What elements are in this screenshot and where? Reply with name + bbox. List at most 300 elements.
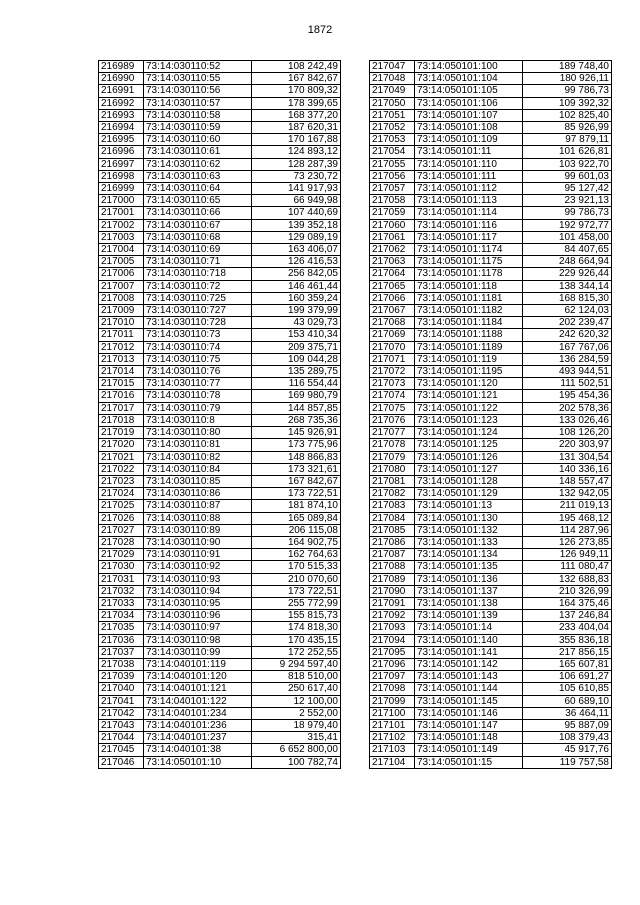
row-number-cell: 217018 bbox=[99, 414, 144, 426]
row-number-cell: 217005 bbox=[99, 256, 144, 268]
cadastral-number-cell: 73:14:030110:8 bbox=[144, 414, 252, 426]
row-number-cell: 217091 bbox=[370, 597, 415, 609]
table-row bbox=[99, 756, 341, 768]
cadastral-number-cell: 73:14:050101:14 bbox=[415, 622, 523, 634]
value-cell: 60 689,10 bbox=[523, 695, 612, 707]
cadastral-number-cell: 73:14:050101:136 bbox=[415, 573, 523, 585]
row-number-cell: 217040 bbox=[99, 683, 144, 695]
table-row bbox=[370, 695, 612, 707]
cadastral-number-cell: 73:14:040101:236 bbox=[144, 719, 252, 731]
row-number-cell: 217046 bbox=[99, 756, 144, 768]
row-number-cell: 216998 bbox=[99, 170, 144, 182]
cadastral-number-cell: 73:14:030110:65 bbox=[144, 195, 252, 207]
table-row bbox=[99, 341, 341, 353]
row-number-cell: 217013 bbox=[99, 353, 144, 365]
table-row bbox=[99, 305, 341, 317]
table-row bbox=[99, 134, 341, 146]
table-row bbox=[99, 549, 341, 561]
row-number-cell: 217104 bbox=[370, 756, 415, 768]
value-cell: 242 620,32 bbox=[523, 329, 612, 341]
table-row bbox=[370, 524, 612, 536]
row-number-cell: 217083 bbox=[370, 500, 415, 512]
value-cell: 250 617,40 bbox=[252, 683, 341, 695]
cadastral-number-cell: 73:14:050101:149 bbox=[415, 744, 523, 756]
cadastral-number-cell: 73:14:050101:117 bbox=[415, 231, 523, 243]
table-row bbox=[370, 475, 612, 487]
cadastral-number-cell: 73:14:030110:728 bbox=[144, 317, 252, 329]
value-cell: 119 757,58 bbox=[523, 756, 612, 768]
row-number-cell: 217094 bbox=[370, 634, 415, 646]
cadastral-number-cell: 73:14:030110:68 bbox=[144, 231, 252, 243]
cadastral-number-cell: 73:14:050101:132 bbox=[415, 524, 523, 536]
table-row bbox=[370, 683, 612, 695]
row-number-cell: 217017 bbox=[99, 402, 144, 414]
table-row bbox=[370, 658, 612, 670]
cadastral-number-cell: 73:14:050101:147 bbox=[415, 719, 523, 731]
cadastral-number-cell: 73:14:030110:725 bbox=[144, 292, 252, 304]
row-number-cell: 217087 bbox=[370, 549, 415, 561]
cadastral-number-cell: 73:14:050101:135 bbox=[415, 561, 523, 573]
value-cell: 167 767,06 bbox=[523, 341, 612, 353]
row-number-cell: 217085 bbox=[370, 524, 415, 536]
right-table bbox=[369, 60, 612, 769]
row-number-cell: 216990 bbox=[99, 73, 144, 85]
row-number-cell: 217069 bbox=[370, 329, 415, 341]
row-number-cell: 216996 bbox=[99, 146, 144, 158]
cadastral-number-cell: 73:14:030110:62 bbox=[144, 158, 252, 170]
table-row bbox=[370, 109, 612, 121]
value-cell: 167 842,67 bbox=[252, 475, 341, 487]
cadastral-number-cell: 73:14:040101:237 bbox=[144, 732, 252, 744]
row-number-cell: 217088 bbox=[370, 561, 415, 573]
table-row bbox=[370, 427, 612, 439]
table-row bbox=[370, 439, 612, 451]
cadastral-number-cell: 73:14:050101:141 bbox=[415, 646, 523, 658]
cadastral-number-cell: 73:14:030110:73 bbox=[144, 329, 252, 341]
value-cell: 105 610,85 bbox=[523, 683, 612, 695]
row-number-cell: 216993 bbox=[99, 109, 144, 121]
table-row bbox=[99, 671, 341, 683]
table-row bbox=[370, 610, 612, 622]
row-number-cell: 217078 bbox=[370, 439, 415, 451]
row-number-cell: 217068 bbox=[370, 317, 415, 329]
value-cell: 144 857,85 bbox=[252, 402, 341, 414]
cadastral-number-cell: 73:14:030110:92 bbox=[144, 561, 252, 573]
value-cell: 192 972,77 bbox=[523, 219, 612, 231]
row-number-cell: 217044 bbox=[99, 732, 144, 744]
value-cell: 99 786,73 bbox=[523, 85, 612, 97]
table-row bbox=[370, 732, 612, 744]
row-number-cell: 217023 bbox=[99, 475, 144, 487]
value-cell: 73 230,72 bbox=[252, 170, 341, 182]
row-number-cell: 217074 bbox=[370, 390, 415, 402]
row-number-cell: 217052 bbox=[370, 122, 415, 134]
table-row bbox=[370, 219, 612, 231]
row-number-cell: 217021 bbox=[99, 451, 144, 463]
row-number-cell: 216995 bbox=[99, 134, 144, 146]
value-cell: 155 815,73 bbox=[252, 610, 341, 622]
table-row bbox=[99, 488, 341, 500]
value-cell: 180 926,11 bbox=[523, 73, 612, 85]
table-row bbox=[370, 366, 612, 378]
table-row bbox=[370, 317, 612, 329]
table-row bbox=[99, 183, 341, 195]
value-cell: 211 019,13 bbox=[523, 500, 612, 512]
cadastral-number-cell: 73:14:030110:67 bbox=[144, 219, 252, 231]
table-row bbox=[99, 122, 341, 134]
cadastral-number-cell: 73:14:050101:123 bbox=[415, 414, 523, 426]
table-row bbox=[370, 183, 612, 195]
table-row bbox=[99, 536, 341, 548]
value-cell: 84 407,65 bbox=[523, 244, 612, 256]
row-number-cell: 217065 bbox=[370, 280, 415, 292]
row-number-cell: 217092 bbox=[370, 610, 415, 622]
cadastral-number-cell: 73:14:050101:1189 bbox=[415, 341, 523, 353]
cadastral-number-cell: 73:14:050101:1174 bbox=[415, 244, 523, 256]
table-row bbox=[370, 463, 612, 475]
cadastral-number-cell: 73:14:030110:89 bbox=[144, 524, 252, 536]
value-cell: 128 287,39 bbox=[252, 158, 341, 170]
row-number-cell: 217024 bbox=[99, 488, 144, 500]
table-row bbox=[99, 85, 341, 97]
value-cell: 126 416,53 bbox=[252, 256, 341, 268]
value-cell: 168 815,30 bbox=[523, 292, 612, 304]
table-row bbox=[99, 378, 341, 390]
value-cell: 131 304,54 bbox=[523, 451, 612, 463]
cadastral-number-cell: 73:14:030110:98 bbox=[144, 634, 252, 646]
row-number-cell: 217047 bbox=[370, 61, 415, 73]
table-row bbox=[99, 463, 341, 475]
row-number-cell: 217100 bbox=[370, 707, 415, 719]
row-number-cell: 217053 bbox=[370, 134, 415, 146]
cadastral-number-cell: 73:14:030110:90 bbox=[144, 536, 252, 548]
row-number-cell: 217033 bbox=[99, 597, 144, 609]
row-number-cell: 217036 bbox=[99, 634, 144, 646]
row-number-cell: 217019 bbox=[99, 427, 144, 439]
value-cell: 114 287,96 bbox=[523, 524, 612, 536]
table-row bbox=[99, 268, 341, 280]
row-number-cell: 217096 bbox=[370, 658, 415, 670]
table-row bbox=[99, 597, 341, 609]
row-number-cell: 217022 bbox=[99, 463, 144, 475]
table-row bbox=[370, 158, 612, 170]
cadastral-number-cell: 73:14:030110:55 bbox=[144, 73, 252, 85]
value-cell: 355 836,18 bbox=[523, 634, 612, 646]
cadastral-number-cell: 73:14:050101:1188 bbox=[415, 329, 523, 341]
table-row bbox=[370, 353, 612, 365]
cadastral-number-cell: 73:14:050101:121 bbox=[415, 390, 523, 402]
row-number-cell: 217025 bbox=[99, 500, 144, 512]
row-number-cell: 217008 bbox=[99, 292, 144, 304]
value-cell: 135 289,75 bbox=[252, 366, 341, 378]
row-number-cell: 217070 bbox=[370, 341, 415, 353]
cadastral-number-cell: 73:14:030110:95 bbox=[144, 597, 252, 609]
value-cell: 36 464,11 bbox=[523, 707, 612, 719]
cadastral-number-cell: 73:14:050101:127 bbox=[415, 463, 523, 475]
value-cell: 220 303,97 bbox=[523, 439, 612, 451]
row-number-cell: 217077 bbox=[370, 427, 415, 439]
value-cell: 173 722,51 bbox=[252, 488, 341, 500]
cadastral-number-cell: 73:14:030110:60 bbox=[144, 134, 252, 146]
value-cell: 165 607,81 bbox=[523, 658, 612, 670]
value-cell: 133 026,46 bbox=[523, 414, 612, 426]
cadastral-number-cell: 73:14:030110:718 bbox=[144, 268, 252, 280]
value-cell: 268 735,36 bbox=[252, 414, 341, 426]
row-number-cell: 217093 bbox=[370, 622, 415, 634]
table-row bbox=[99, 402, 341, 414]
table-row bbox=[370, 707, 612, 719]
value-cell: 217 856,15 bbox=[523, 646, 612, 658]
cadastral-number-cell: 73:14:050101:15 bbox=[415, 756, 523, 768]
table-row bbox=[99, 427, 341, 439]
value-cell: 195 454,36 bbox=[523, 390, 612, 402]
value-cell: 6 652 800,00 bbox=[252, 744, 341, 756]
row-number-cell: 216999 bbox=[99, 183, 144, 195]
row-number-cell: 217048 bbox=[370, 73, 415, 85]
value-cell: 248 664,94 bbox=[523, 256, 612, 268]
value-cell: 43 029,73 bbox=[252, 317, 341, 329]
row-number-cell: 217001 bbox=[99, 207, 144, 219]
table-row bbox=[99, 170, 341, 182]
table-row bbox=[99, 707, 341, 719]
table-row bbox=[370, 573, 612, 585]
value-cell: 169 980,79 bbox=[252, 390, 341, 402]
row-number-cell: 217067 bbox=[370, 305, 415, 317]
table-row bbox=[370, 549, 612, 561]
row-number-cell: 217016 bbox=[99, 390, 144, 402]
value-cell: 153 410,34 bbox=[252, 329, 341, 341]
row-number-cell: 217057 bbox=[370, 183, 415, 195]
cadastral-number-cell: 73:14:040101:38 bbox=[144, 744, 252, 756]
cadastral-number-cell: 73:14:050101:11 bbox=[415, 146, 523, 158]
table-row bbox=[370, 134, 612, 146]
value-cell: 168 377,20 bbox=[252, 109, 341, 121]
value-cell: 170 435,15 bbox=[252, 634, 341, 646]
cadastral-number-cell: 73:14:050101:140 bbox=[415, 634, 523, 646]
row-number-cell: 217029 bbox=[99, 549, 144, 561]
value-cell: 99 601,03 bbox=[523, 170, 612, 182]
value-cell: 108 126,20 bbox=[523, 427, 612, 439]
cadastral-number-cell: 73:14:050101:112 bbox=[415, 183, 523, 195]
row-number-cell: 217041 bbox=[99, 695, 144, 707]
table-row bbox=[370, 378, 612, 390]
table-row bbox=[99, 634, 341, 646]
value-cell: 148 557,47 bbox=[523, 475, 612, 487]
row-number-cell: 217080 bbox=[370, 463, 415, 475]
row-number-cell: 217009 bbox=[99, 305, 144, 317]
value-cell: 170 515,33 bbox=[252, 561, 341, 573]
value-cell: 233 404,04 bbox=[523, 622, 612, 634]
cadastral-number-cell: 73:14:050101:126 bbox=[415, 451, 523, 463]
cadastral-number-cell: 73:14:050101:1195 bbox=[415, 366, 523, 378]
table-row bbox=[370, 73, 612, 85]
table-row bbox=[99, 195, 341, 207]
row-number-cell: 217103 bbox=[370, 744, 415, 756]
row-number-cell: 217028 bbox=[99, 536, 144, 548]
cadastral-number-cell: 73:14:050101:143 bbox=[415, 671, 523, 683]
row-number-cell: 217095 bbox=[370, 646, 415, 658]
cadastral-number-cell: 73:14:050101:145 bbox=[415, 695, 523, 707]
row-number-cell: 217066 bbox=[370, 292, 415, 304]
cadastral-number-cell: 73:14:030110:59 bbox=[144, 122, 252, 134]
value-cell: 174 818,30 bbox=[252, 622, 341, 634]
value-cell: 66 949,98 bbox=[252, 195, 341, 207]
cadastral-number-cell: 73:14:040101:122 bbox=[144, 695, 252, 707]
value-cell: 493 944,51 bbox=[523, 366, 612, 378]
value-cell: 202 578,36 bbox=[523, 402, 612, 414]
value-cell: 195 468,12 bbox=[523, 512, 612, 524]
table-row bbox=[99, 390, 341, 402]
row-number-cell: 217062 bbox=[370, 244, 415, 256]
table-row bbox=[370, 341, 612, 353]
cadastral-number-cell: 73:14:050101:144 bbox=[415, 683, 523, 695]
table-row bbox=[370, 536, 612, 548]
row-number-cell: 217006 bbox=[99, 268, 144, 280]
cadastral-number-cell: 73:14:050101:118 bbox=[415, 280, 523, 292]
row-number-cell: 217056 bbox=[370, 170, 415, 182]
page-number: 1872 bbox=[307, 24, 333, 36]
value-cell: 199 379,99 bbox=[252, 305, 341, 317]
cadastral-number-cell: 73:14:030110:96 bbox=[144, 610, 252, 622]
table-row bbox=[99, 500, 341, 512]
cadastral-number-cell: 73:14:030110:94 bbox=[144, 585, 252, 597]
table-row bbox=[99, 475, 341, 487]
table-row bbox=[370, 646, 612, 658]
cadastral-number-cell: 73:14:050101:129 bbox=[415, 488, 523, 500]
row-number-cell: 217081 bbox=[370, 475, 415, 487]
cadastral-number-cell: 73:14:050101:134 bbox=[415, 549, 523, 561]
row-number-cell: 217000 bbox=[99, 195, 144, 207]
table-row bbox=[370, 207, 612, 219]
table-row bbox=[99, 414, 341, 426]
cadastral-number-cell: 73:14:050101:13 bbox=[415, 500, 523, 512]
row-number-cell: 217004 bbox=[99, 244, 144, 256]
cadastral-number-cell: 73:14:030110:79 bbox=[144, 402, 252, 414]
value-cell: 229 926,44 bbox=[523, 268, 612, 280]
table-row bbox=[370, 585, 612, 597]
cadastral-number-cell: 73:14:050101:107 bbox=[415, 109, 523, 121]
table-row bbox=[99, 317, 341, 329]
cadastral-number-cell: 73:14:030110:86 bbox=[144, 488, 252, 500]
cadastral-number-cell: 73:14:030110:75 bbox=[144, 353, 252, 365]
value-cell: 187 620,31 bbox=[252, 122, 341, 134]
cadastral-number-cell: 73:14:050101:114 bbox=[415, 207, 523, 219]
table-row bbox=[99, 732, 341, 744]
value-cell: 124 893,12 bbox=[252, 146, 341, 158]
table-row bbox=[99, 524, 341, 536]
cadastral-number-cell: 73:14:040101:121 bbox=[144, 683, 252, 695]
table-row bbox=[370, 634, 612, 646]
cadastral-number-cell: 73:14:050101:106 bbox=[415, 97, 523, 109]
value-cell: 209 375,71 bbox=[252, 341, 341, 353]
cadastral-number-cell: 73:14:050101:1175 bbox=[415, 256, 523, 268]
value-cell: 107 440,69 bbox=[252, 207, 341, 219]
cadastral-number-cell: 73:14:030110:72 bbox=[144, 280, 252, 292]
value-cell: 206 115,08 bbox=[252, 524, 341, 536]
row-number-cell: 217084 bbox=[370, 512, 415, 524]
row-number-cell: 217032 bbox=[99, 585, 144, 597]
cadastral-number-cell: 73:14:050101:124 bbox=[415, 427, 523, 439]
table-row bbox=[99, 207, 341, 219]
row-number-cell: 217011 bbox=[99, 329, 144, 341]
table-row bbox=[99, 219, 341, 231]
row-number-cell: 217058 bbox=[370, 195, 415, 207]
cadastral-number-cell: 73:14:050101:105 bbox=[415, 85, 523, 97]
cadastral-number-cell: 73:14:030110:69 bbox=[144, 244, 252, 256]
cadastral-number-cell: 73:14:030110:84 bbox=[144, 463, 252, 475]
table-row bbox=[370, 597, 612, 609]
row-number-cell: 217050 bbox=[370, 97, 415, 109]
row-number-cell: 217090 bbox=[370, 585, 415, 597]
value-cell: 129 089,19 bbox=[252, 231, 341, 243]
cadastral-number-cell: 73:14:030110:64 bbox=[144, 183, 252, 195]
row-number-cell: 217007 bbox=[99, 280, 144, 292]
cadastral-number-cell: 73:14:050101:133 bbox=[415, 536, 523, 548]
table-row bbox=[370, 170, 612, 182]
cadastral-number-cell: 73:14:050101:1182 bbox=[415, 305, 523, 317]
value-cell: 163 406,07 bbox=[252, 244, 341, 256]
table-row bbox=[99, 744, 341, 756]
row-number-cell: 216997 bbox=[99, 158, 144, 170]
row-number-cell: 216994 bbox=[99, 122, 144, 134]
value-cell: 101 458,00 bbox=[523, 231, 612, 243]
table-row bbox=[99, 256, 341, 268]
cadastral-number-cell: 73:14:030110:81 bbox=[144, 439, 252, 451]
value-cell: 164 375,46 bbox=[523, 597, 612, 609]
table-row bbox=[99, 97, 341, 109]
value-cell: 95 887,09 bbox=[523, 719, 612, 731]
value-cell: 102 825,40 bbox=[523, 109, 612, 121]
table-row bbox=[370, 671, 612, 683]
value-cell: 145 926,91 bbox=[252, 427, 341, 439]
row-number-cell: 217086 bbox=[370, 536, 415, 548]
value-cell: 9 294 597,40 bbox=[252, 658, 341, 670]
table-row bbox=[99, 73, 341, 85]
cadastral-number-cell: 73:14:030110:80 bbox=[144, 427, 252, 439]
row-number-cell: 217038 bbox=[99, 658, 144, 670]
table-row bbox=[99, 451, 341, 463]
row-number-cell: 217034 bbox=[99, 610, 144, 622]
value-cell: 62 124,03 bbox=[523, 305, 612, 317]
row-number-cell: 217014 bbox=[99, 366, 144, 378]
value-cell: 109 044,28 bbox=[252, 353, 341, 365]
table-row bbox=[370, 231, 612, 243]
row-number-cell: 217099 bbox=[370, 695, 415, 707]
value-cell: 160 359,24 bbox=[252, 292, 341, 304]
table-row bbox=[99, 622, 341, 634]
value-cell: 256 842,05 bbox=[252, 268, 341, 280]
cadastral-number-cell: 73:14:030110:91 bbox=[144, 549, 252, 561]
cadastral-number-cell: 73:14:030110:78 bbox=[144, 390, 252, 402]
cadastral-number-cell: 73:14:050101:10 bbox=[144, 756, 252, 768]
cadastral-number-cell: 73:14:030110:77 bbox=[144, 378, 252, 390]
value-cell: 45 917,76 bbox=[523, 744, 612, 756]
table-row bbox=[99, 610, 341, 622]
value-cell: 108 242,49 bbox=[252, 61, 341, 73]
table-row bbox=[99, 109, 341, 121]
row-number-cell: 217015 bbox=[99, 378, 144, 390]
value-cell: 138 344,14 bbox=[523, 280, 612, 292]
row-number-cell: 217098 bbox=[370, 683, 415, 695]
table-row bbox=[370, 488, 612, 500]
table-row bbox=[370, 622, 612, 634]
table-row bbox=[370, 268, 612, 280]
cadastral-number-cell: 73:14:030110:87 bbox=[144, 500, 252, 512]
cadastral-number-cell: 73:14:050101:119 bbox=[415, 353, 523, 365]
cadastral-number-cell: 73:14:030110:97 bbox=[144, 622, 252, 634]
value-cell: 173 722,51 bbox=[252, 585, 341, 597]
row-number-cell: 217030 bbox=[99, 561, 144, 573]
